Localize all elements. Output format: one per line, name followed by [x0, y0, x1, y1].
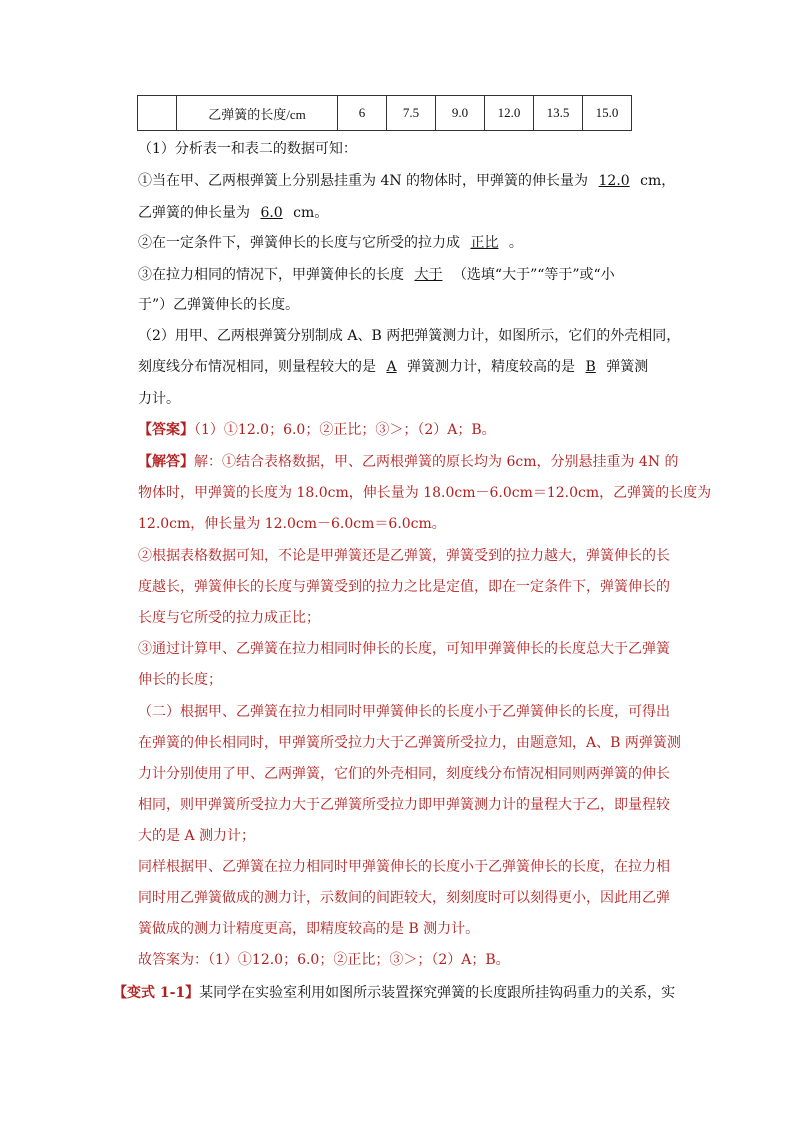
solution-line: 伸长的长度； — [138, 672, 222, 688]
text: 。 — [508, 235, 523, 251]
solution-text: 解：①结合表格数据，甲、乙两根弹簧的原长均为 6cm，分别悬挂重为 4N 的 — [194, 454, 679, 470]
solution-line: ③通过计算甲、乙弹簧在拉力相同时伸长的长度，可知甲弹簧伸长的长度总大于乙弹簧 — [138, 641, 670, 657]
text: ②在一定条件下，弹簧伸长的长度与它所受的拉力成 — [138, 235, 460, 251]
table-row — [138, 96, 632, 131]
answer-blank: 大于 — [414, 267, 443, 283]
solution-line: 大的是 A 测力计； — [138, 828, 256, 844]
solution-line: 同时用乙弹簧做成的测力计，示数间的间距较大，刻刻度时可以刻得更小，因此用乙弹 — [138, 890, 670, 906]
text: 乙弹簧的伸长量为 — [138, 205, 250, 221]
text: cm， — [640, 173, 676, 189]
variant-question-line — [113, 983, 693, 1003]
solution-line: 度越长，弹簧伸长的长度与弹簧受到的拉力之比是定值，即在一定条件下，弹簧伸长的 — [138, 579, 670, 595]
table-cell: 7.5 — [387, 96, 436, 131]
text: cm。 — [293, 205, 329, 221]
solution-line: 长度与它所受的拉力成正比； — [138, 610, 320, 626]
solution-line: 物体时，甲弹簧的长度为 18.0cm，伸长量为 18.0cm－6.0cm＝12.0cm，乙弹簧的长度为 — [138, 485, 712, 501]
solution-tag: 【解答】 — [138, 454, 194, 470]
text: 刻度线分布情况相同，则量程较大的是 — [138, 359, 376, 375]
spring-length-table — [137, 95, 632, 131]
solution-line: （二）根据甲、乙弹簧在拉力相同时甲弹簧伸长的长度小于乙弹簧伸长的长度，可得出 — [138, 704, 670, 720]
answer-text: （1）①12.0；6.0；②正比；③＞；（2）A；B。 — [194, 422, 496, 438]
answer-blank: 6.0 — [260, 205, 283, 221]
answer-line — [138, 420, 678, 440]
variant-tag: 【变式 1-1】 — [113, 985, 200, 1001]
table-cell: 13.5 — [534, 96, 583, 131]
table-cell: 9.0 — [436, 96, 485, 131]
text: 弹簧测 — [606, 359, 649, 375]
solution-line: 在弹簧的伸长相同时，甲弹簧所受拉力大于乙弹簧所受拉力，由题意知，A、B 两弹簧测 — [138, 735, 681, 751]
text: ①当在甲、乙两根弹簧上分别悬挂重为 4N 的物体时，甲弹簧的伸长量为 — [138, 173, 589, 189]
text: （选填“大于”“等于”或“小 — [452, 267, 615, 283]
answer-blank: B — [585, 359, 596, 375]
solution-line: 同样根据甲、乙弹簧在拉力相同时甲弹簧伸长的长度小于乙弹簧伸长的长度，在拉力相 — [138, 859, 670, 875]
question-line: 力计。 — [138, 391, 180, 407]
table-cell: 15.0 — [583, 96, 632, 131]
table-cell: 6 — [338, 96, 387, 131]
solution-line — [138, 452, 678, 472]
answer-blank: 12.0 — [598, 173, 630, 189]
solution-line: 相同，则甲弹簧所受拉力大于乙弹簧所受拉力即甲弹簧测力计的量程大于乙，即量程较 — [138, 797, 670, 813]
solution-line: 12.0cm，伸长量为 12.0cm－6.0cm＝6.0cm。 — [138, 516, 446, 532]
text: ③在拉力相同的情况下，甲弹簧伸长的长度 — [138, 267, 404, 283]
final-answer-line: 故答案为：（1）①12.0；6.0；②正比；③＞；（2）A；B。 — [138, 952, 510, 968]
answer-blank: 正比 — [470, 235, 499, 251]
question-line: （1）分析表一和表二的数据可知： — [138, 141, 357, 157]
question-line — [138, 265, 678, 285]
question-line: （2）用甲、乙两根弹簧分别制成 A、B 两把弹簧测力计，如图所示，它们的外壳相同， — [138, 328, 681, 344]
solution-line: ②根据表格数据可知，不论是甲弹簧还是乙弹簧，弹簧受到的拉力越大，弹簧伸长的长 — [138, 548, 670, 564]
answer-blank: A — [386, 359, 397, 375]
text: 弹簧测力计，精度较高的是 — [407, 359, 576, 375]
solution-line: 力计分别使用了甲、乙两弹簧，它们的外壳相同，刻度线分布情况相同则两弹簧的伸长 — [138, 766, 670, 782]
solution-line: 簧做成的测力计精度更高，即精度较高的是 B 测力计。 — [138, 921, 480, 937]
question-line — [138, 171, 678, 191]
table-cell: 12.0 — [485, 96, 534, 131]
variant-text: 某同学在实验室利用如图所示装置探究弹簧的长度跟所挂钩码重力的关系，实 — [199, 985, 676, 1001]
question-line — [138, 357, 678, 377]
table-cell-empty — [138, 96, 177, 131]
question-line — [138, 203, 678, 223]
question-line — [138, 233, 678, 253]
table-row-label: 乙弹簧的长度/cm — [177, 96, 338, 131]
answer-tag: 【答案】 — [138, 422, 194, 438]
question-line: 于”）乙弹簧伸长的长度。 — [138, 297, 300, 313]
